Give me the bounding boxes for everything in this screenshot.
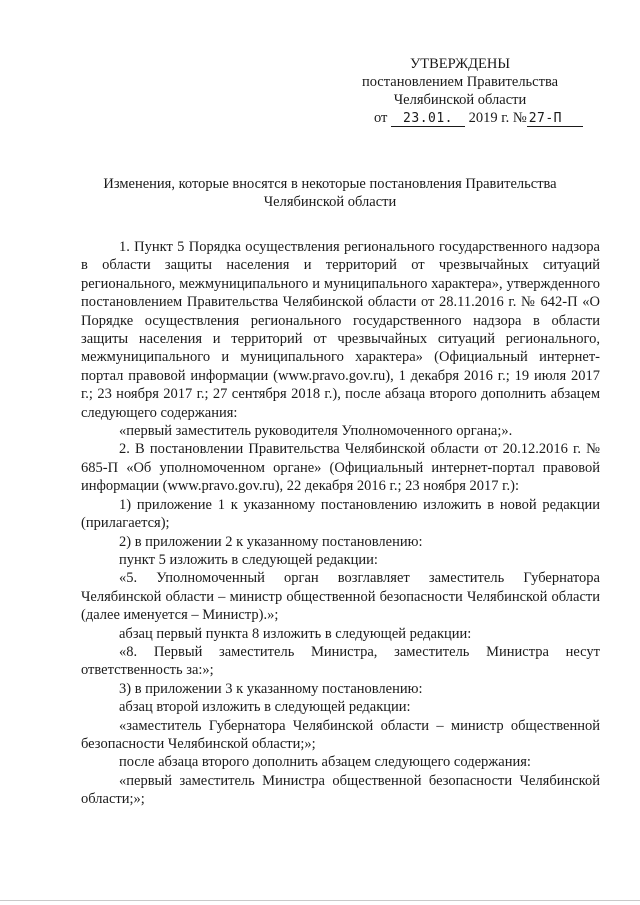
paragraph: «8. Первый заместитель Министра, заместитель Министра несут ответственность за:»; [81, 643, 600, 679]
page-bottom-edge [0, 900, 640, 901]
approved-heading: УТВЕРЖДЕНЫ [409, 56, 511, 72]
approved-region: Челябинской области [393, 92, 527, 108]
paragraph: после абзаца второго дополнить абзацем следующего содержания: [119, 754, 531, 771]
paragraph: 1. Пункт 5 Порядка осуществления регионального государственного надзора в области защиты населения и территорий от чрезвычайных ситуаций регионального, межмуниципального и муниципального характера», утвержденного постановлением Правительства Челябинской области от 28.11.2016 г. № 642-П «О Порядке осуществления регионального государственного надзора в области защиты населения и территорий от чрезвычайных ситуаций регионального, межмуниципального и муниципального характера» (Официальный интернет-портал правовой информации (www.pravo.gov.ru), 1 декабря 2016 г.; 19 июля 2017 г.; 23 ноября 2017 г.; 27 сентября 2018 г.), после абзаца второго дополнить абзацем следующего содержания: [81, 239, 600, 421]
decree-prefix: от [374, 110, 388, 126]
approval-stamp [340, 55, 580, 127]
paragraph: 2) в приложении 2 к указанному постановлению: [119, 533, 423, 550]
approved-by: постановлением Правительства [361, 74, 559, 90]
document-body [81, 238, 600, 809]
paragraph: пункт 5 изложить в следующей редакции: [119, 551, 378, 568]
paragraph: 1) приложение 1 к указанному постановлению изложить в новой редакции (прилагается); [81, 496, 600, 532]
decree-line [340, 109, 580, 127]
paragraph: 3) в приложении 3 к указанному постановлению: [119, 680, 423, 697]
title-line-2: Челябинской области [263, 194, 397, 210]
title-line-1: Изменения, которые вносятся в некоторые постановления Правительства [103, 176, 557, 192]
paragraph: «заместитель Губернатора Челябинской области – министр общественной безопасности Челябинской области;»; [81, 717, 600, 752]
document-title [80, 175, 580, 211]
paragraph: «первый заместитель Министра общественной безопасности Челябинской области;»; [81, 772, 600, 808]
paragraph: абзац второй изложить в следующей редакции: [119, 699, 411, 716]
paragraph: «5. Уполномоченный орган возглавляет заместитель Губернатора Челябинской области – министр общественной безопасности Челябинской области (далее именуется – Министр).»; [81, 570, 600, 624]
decree-date: 23.01. [391, 111, 465, 127]
paragraph: 2. В постановлении Правительства Челябинской области от 20.12.2016 г. № 685-П «Об уполномоченном органе» (Официальный интернет-портал правовой информации (www.pravo.gov.ru), 22 декабря 2016 г.; 23 ноября 2017 г.): [81, 441, 600, 495]
paragraph: «первый заместитель руководителя Уполномоченного органа;». [119, 423, 513, 440]
decree-year: 2019 г. № [468, 110, 527, 126]
decree-number: 27-П [527, 111, 583, 127]
paragraph: абзац первый пункта 8 изложить в следующей редакции: [119, 625, 472, 642]
